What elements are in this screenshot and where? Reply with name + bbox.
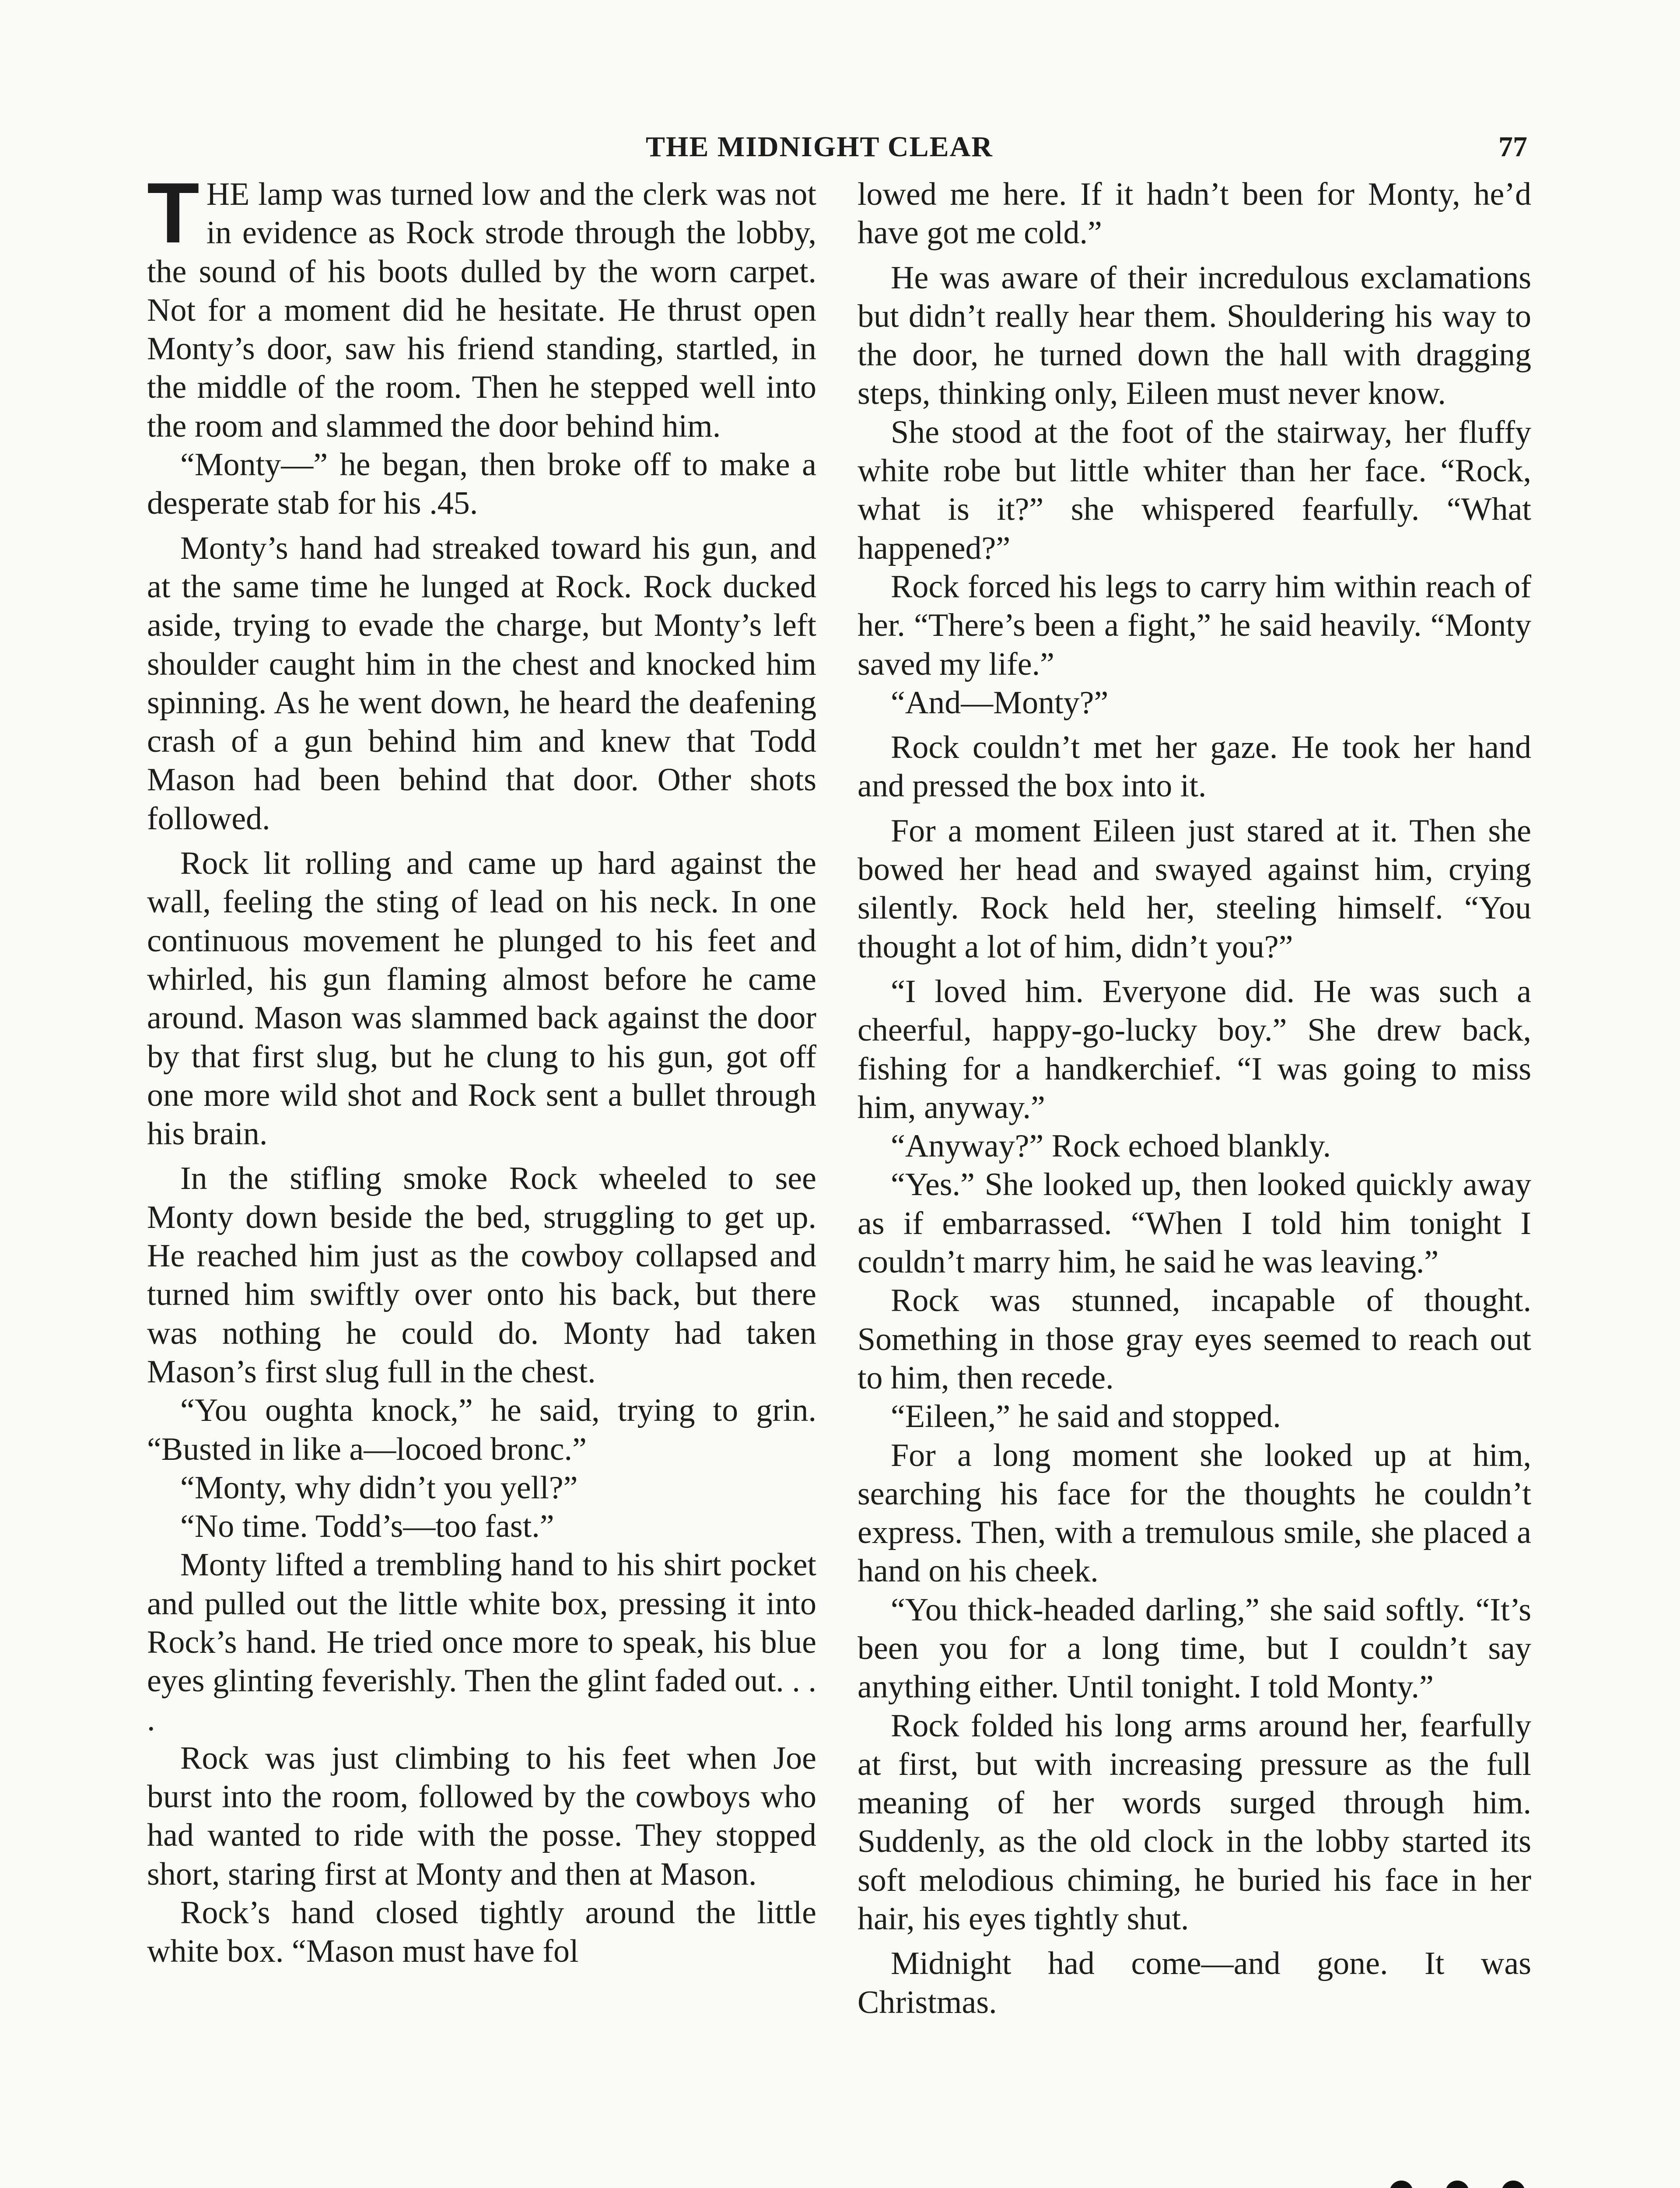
paragraph: Rock folded his long arms around her, fearfully at first, but with increasing pressure as the full meaning of her words surged through him. Suddenly, as the old clock in the lobby started its soft melodious chiming, he buried his face in her hair, his eyes tightly shut. <box>858 1708 1531 1937</box>
paragraph: “You oughta knock,” he said, trying to grin. “Busted in like a—locoed bronc.” <box>147 1392 816 1467</box>
left-column <box>147 165 816 1971</box>
paragraph: For a long moment she looked up at him, searching his face for the thoughts he couldn’t express. Then, with a tremulous smile, she placed a hand on his cheek. <box>858 1437 1531 1589</box>
closing-paragraph: Midnight had come—and gone. It was Christmas. <box>858 1946 1531 2020</box>
paragraph: “I loved him. Everyone did. He was such a cheerful, happy-go-lucky boy.” She drew back, fishing for a handkerchief. “I was going to miss him, anyway.” <box>858 973 1531 1126</box>
paragraph: Rock forced his legs to carry him within reach of her. “There’s been a fight,” he said heavily. “Monty saved my life.” <box>858 568 1531 682</box>
paragraph: “You thick-headed darling,” she said softly. “It’s been you for a long time, but I couldn’t say anything either. Until tonight. I told Monty.” <box>858 1592 1531 1705</box>
paragraph: Rock was stunned, incapable of thought. Something in those gray eyes seemed to reach out to him, then recede. <box>858 1283 1531 1396</box>
paragraph: “Yes.” She looked up, then looked quickly away as if embarrassed. “When I told him tonight I couldn’t marry him, he said he was leaving.” <box>858 1167 1531 1280</box>
paragraph: “Anyway?” Rock echoed blankly. <box>891 1128 1331 1164</box>
drop-cap: T <box>147 165 200 261</box>
paragraph: In the stifling smoke Rock wheeled to see Monty down beside the bed, struggling to get up. He reached him just as the cowboy collapsed and turned him swiftly over onto his back, but there was nothing he could do. Monty had taken Mason’s first slug full in the chest. <box>147 1161 816 1390</box>
running-title: THE MIDNIGHT CLEAR <box>646 131 993 163</box>
opening-paragraph <box>147 165 816 445</box>
paragraph: Rock’s hand closed tightly around the little white box. “Mason must have fol <box>147 1895 816 1970</box>
paragraph: For a moment Eileen just stared at it. Then she bowed her head and swayed against him, crying silently. Rock held her, steeling himself. “You thought a lot of him, didn’t you?” <box>858 813 1531 965</box>
paragraph: He was aware of their incredulous exclamations but didn’t really hear them. Shouldering his way to the door, he turned down the hall with dragging steps, thinking only, Eileen must never know. <box>858 259 1531 412</box>
paragraph: Rock lit rolling and came up hard against the wall, feeling the sting of lead on his neck. In one continuous movement he plunged to his feet and whirled, his gun flaming almost before he came around. Mason was slammed back against the door by that first slug, but he clung to his gun, got off one more wild shot and Rock sent a bullet through his brain. <box>147 845 816 1152</box>
end-ornament-icon <box>1390 2179 1525 2188</box>
continued-paragraph: lowed me here. If it hadn’t been for Monty, he’d have got me cold.” <box>858 176 1531 251</box>
paragraph: Rock couldn’t met her gaze. He took her hand and pressed the box into it. <box>858 729 1531 804</box>
paragraph: “And—Monty?” <box>891 684 1109 721</box>
ornament-dot <box>1446 2181 1469 2188</box>
paragraph: “Eileen,” he said and stopped. <box>891 1399 1281 1435</box>
paragraph: “Monty—” he began, then broke off to make a desperate stab for his .45. <box>147 447 816 522</box>
paragraph: “Monty, why didn’t you yell?” <box>180 1469 578 1506</box>
paragraph: Monty’s hand had streaked toward his gun, and at the same time he lunged at Rock. Rock ducked aside, trying to evade the charge, but Monty’s left shoulder caught him in the chest and knocked him spinning. As he went down, he heard the deafening crash of a gun behind him and knew that Todd Mason had been behind that door. Other shots followed. <box>147 530 816 837</box>
ornament-dot <box>1390 2181 1413 2188</box>
paragraph: Monty lifted a trembling hand to his shirt pocket and pulled out the little white box, pressing it into Rock’s hand. He tried once more to speak, his blue eyes glinting feverishly. Then the glint faded out. . . . <box>147 1547 816 1738</box>
page-header <box>0 130 1680 170</box>
page-number: 77 <box>1498 131 1527 163</box>
paragraph: She stood at the foot of the stairway, her fluffy white robe but little whiter than her face. “Rock, what is it?” she whispered fearfully. “What happened?” <box>858 414 1531 566</box>
right-column <box>858 175 1531 2022</box>
paragraph: “No time. Todd’s—too fast.” <box>180 1508 554 1545</box>
paragraph: Rock was just climbing to his feet when Joe burst into the room, followed by the cowboys who had wanted to ride with the posse. They stopped short, staring first at Monty and then at Mason. <box>147 1740 816 1892</box>
opening-paragraph-text: HE lamp was turned low and the clerk was not in evidence as Rock strode through the lobby, the sound of his boots dulled by the worn carpet. Not for a moment did he hesitate. He thrust open Monty’s door, saw his friend standing, startled, in the middle of the room. Then he stepped well into the room and slammed the door behind him. <box>147 176 816 444</box>
ornament-dot <box>1502 2181 1525 2188</box>
